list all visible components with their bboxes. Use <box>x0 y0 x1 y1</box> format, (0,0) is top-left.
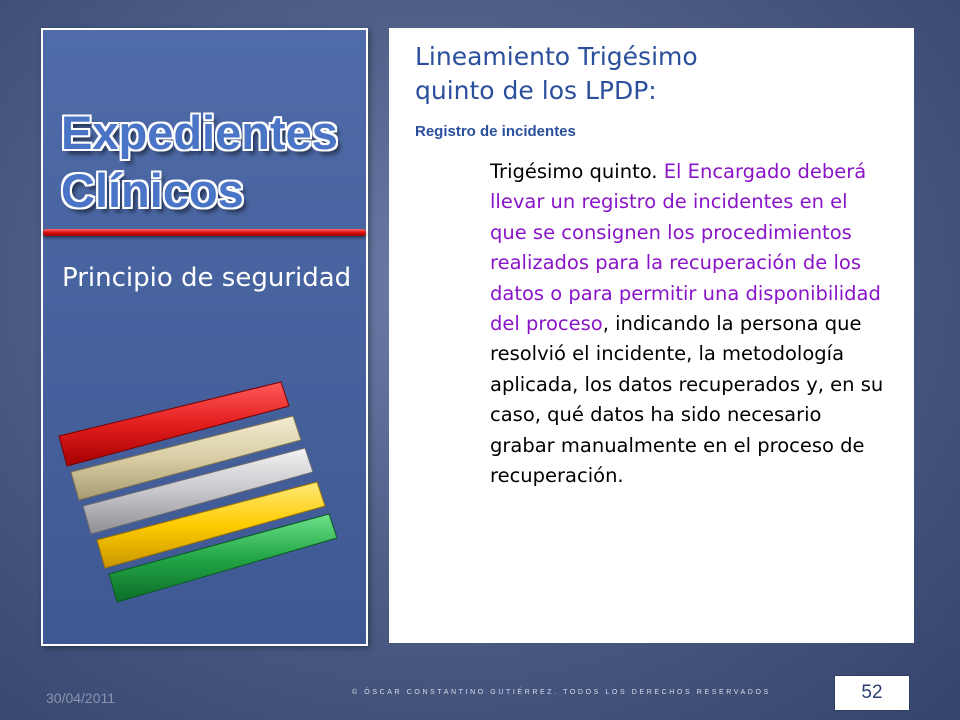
slide-title-line-1: Expedientes <box>61 106 338 159</box>
colored-bars-graphic <box>53 378 353 610</box>
body-rest: , indicando la persona que resolvió el incidente, la metodología aplicada, los datos recuperados y, en su caso, qué datos ha sido necesario grabar manualmente en el proceso de recuperación. <box>490 312 884 488</box>
footer-copyright: © ÓSCAR CONSTANTINO GUTIÉRREZ. TODOS LOS DERECHOS RESERVADOS <box>352 689 771 696</box>
slide-title <box>61 104 361 220</box>
body-lead: Trigésimo quinto. <box>490 160 658 183</box>
slide-subtitle: Principio de seguridad <box>62 263 352 293</box>
title-divider <box>43 229 366 236</box>
left-title-panel <box>41 28 368 646</box>
page-number: 52 <box>834 675 910 711</box>
content-heading-line-1: Lineamiento Trigésimo <box>415 42 698 71</box>
content-panel <box>389 28 914 643</box>
footer-date: 30/04/2011 <box>46 690 116 706</box>
body-highlight: El Encargado deberá llevar un registro de incidentes en el que se consignen los procedimientos realizados para la recuperación de los datos o para permitir una disponibilidad del proceso <box>490 160 881 336</box>
content-heading-line-2: quinto de los LPDP: <box>415 76 657 105</box>
content-subheading: Registro de incidentes <box>415 123 576 140</box>
body-paragraph <box>490 157 890 491</box>
slide-title-line-2: Clínicos <box>61 164 244 217</box>
content-heading <box>415 40 895 108</box>
